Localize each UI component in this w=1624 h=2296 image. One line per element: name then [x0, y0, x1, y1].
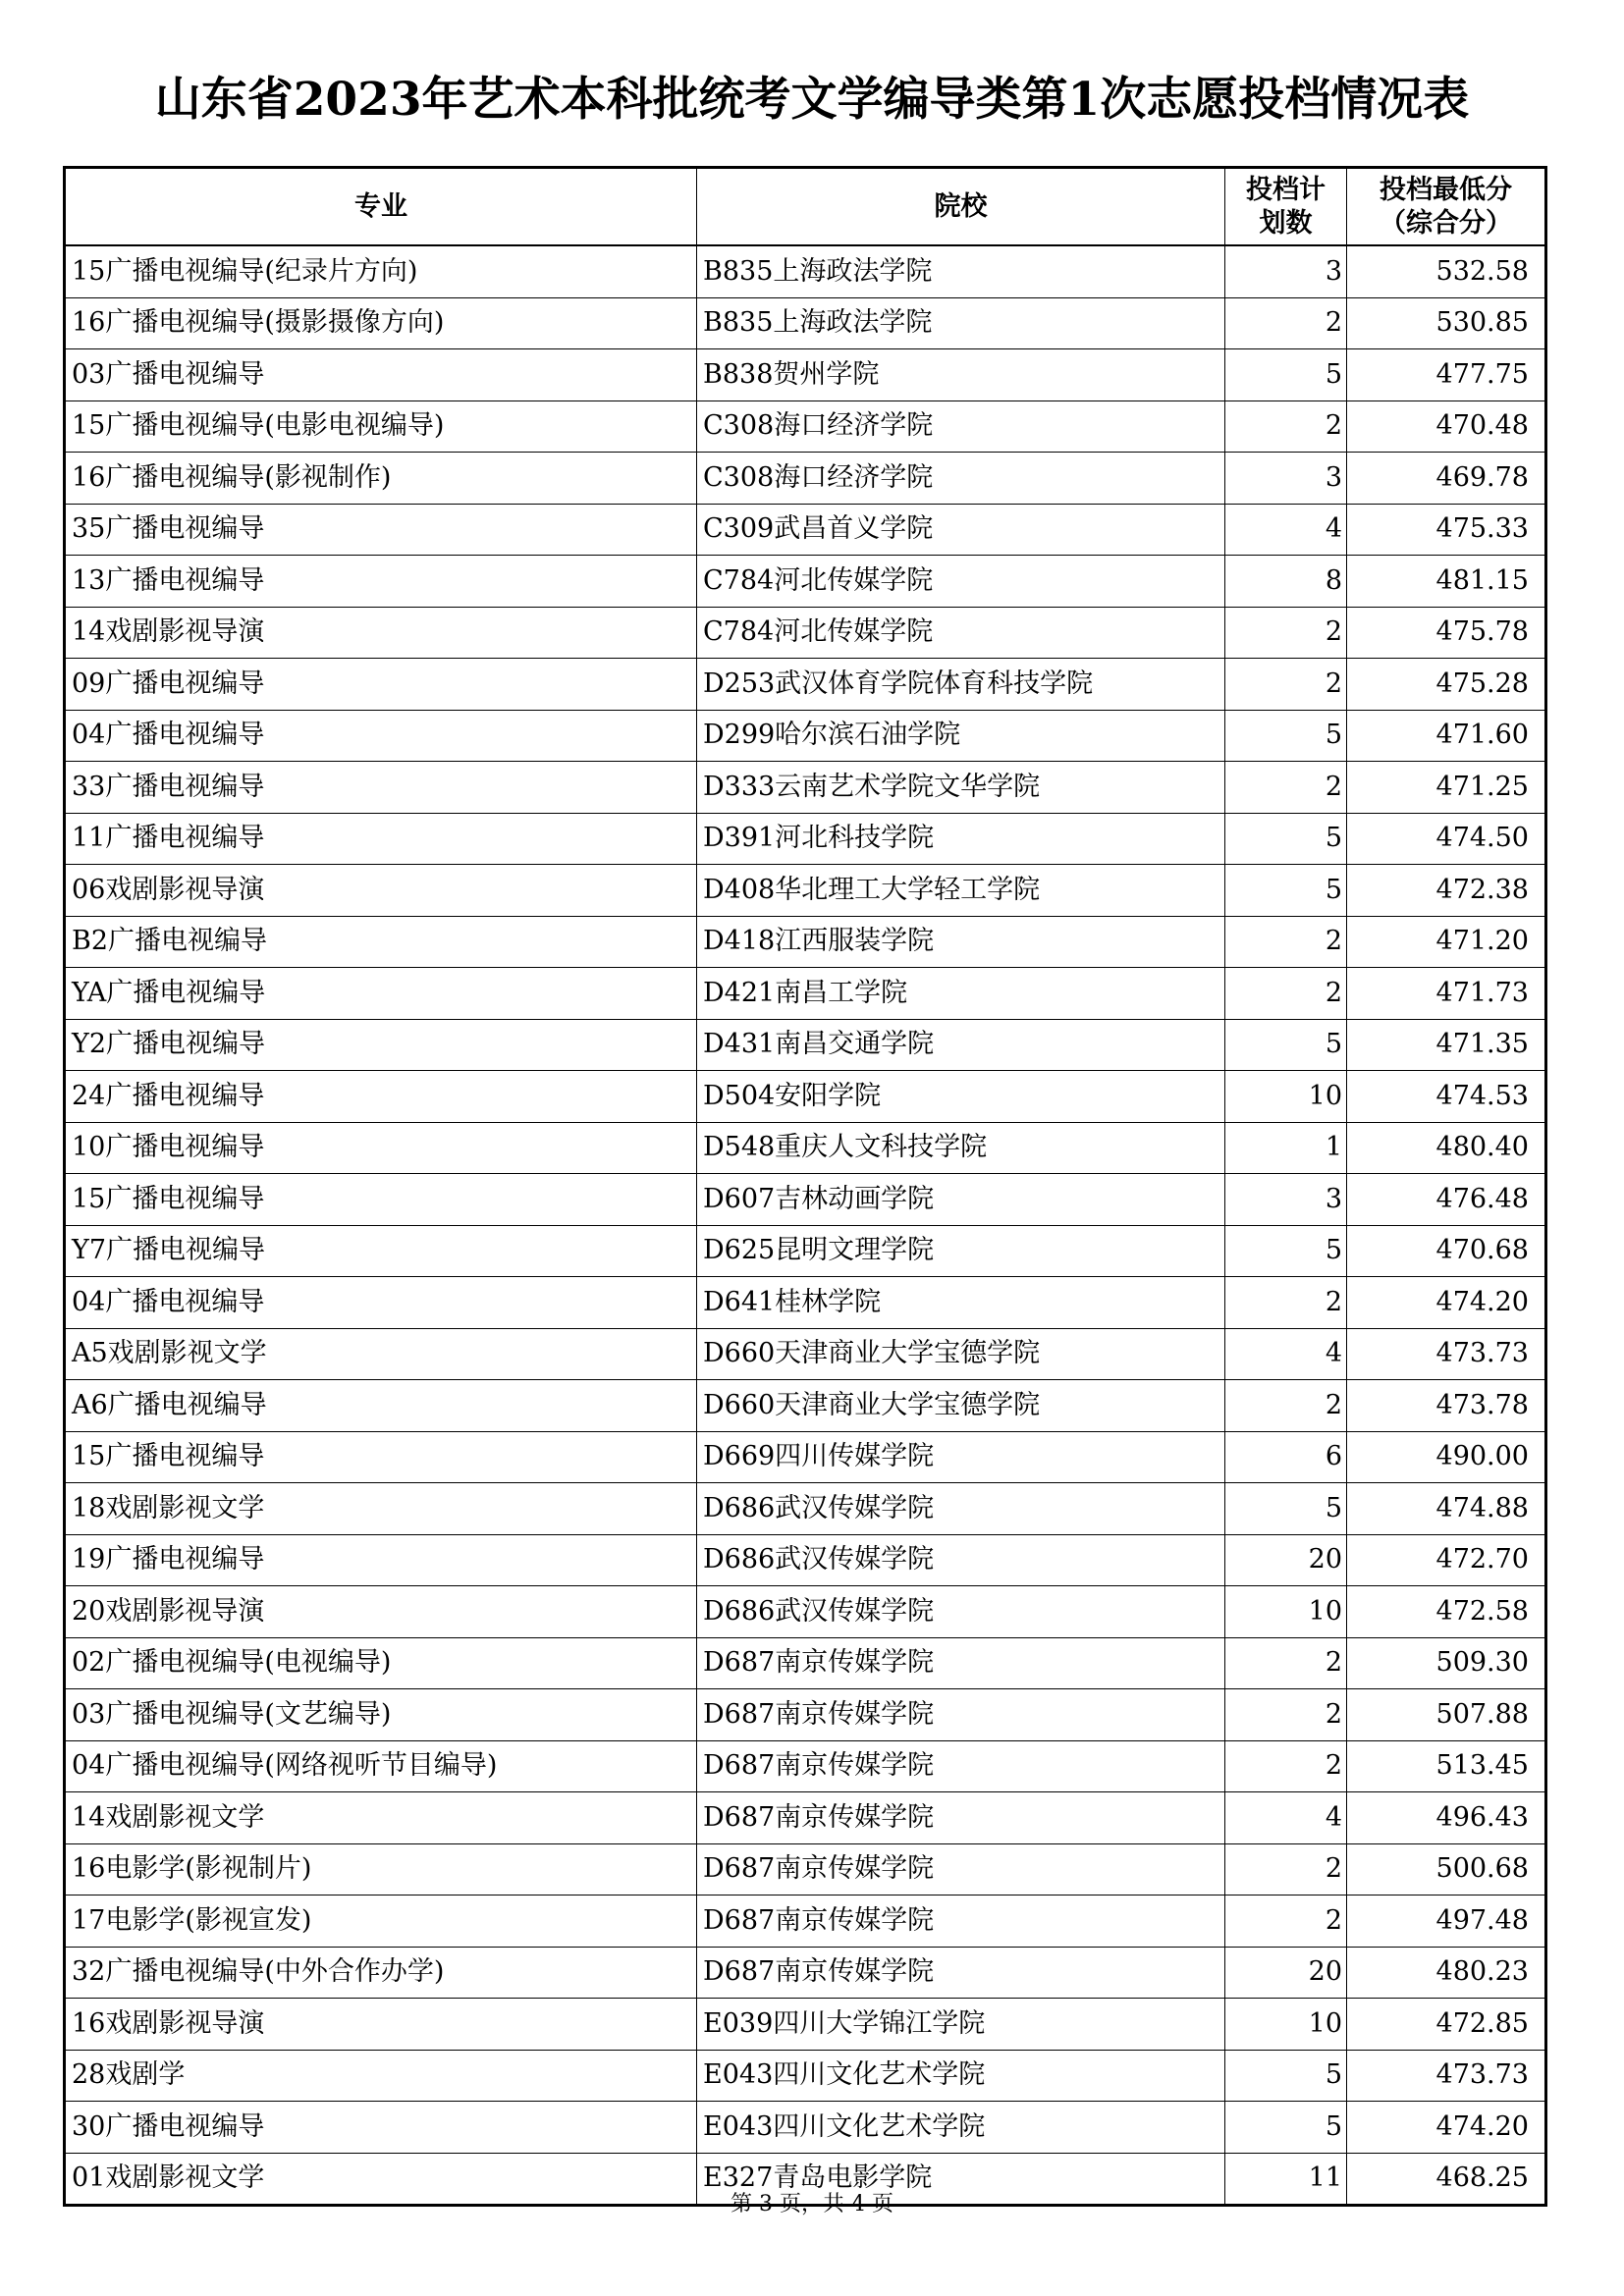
table-row	[65, 1637, 1546, 1689]
cell-school: B835上海政法学院	[697, 297, 1225, 349]
cell-plan-count: 5	[1225, 1225, 1347, 1277]
cell-min-score: 471.25	[1347, 762, 1546, 814]
cell-major: 03广播电视编导(文艺编导)	[65, 1689, 697, 1741]
cell-plan-count: 5	[1225, 710, 1347, 762]
cell-plan-count: 10	[1225, 1071, 1347, 1123]
cell-major: 11广播电视编导	[65, 813, 697, 865]
cell-school: B838贺州学院	[697, 349, 1225, 401]
table-row	[65, 1534, 1546, 1586]
cell-min-score: 474.88	[1347, 1483, 1546, 1535]
cell-major: 04广播电视编导(网络视听节目编导)	[65, 1740, 697, 1792]
cell-plan-count: 2	[1225, 916, 1347, 968]
cell-plan-count: 2	[1225, 1689, 1347, 1741]
cell-school: C309武昌首义学院	[697, 504, 1225, 556]
cell-plan-count: 5	[1225, 1019, 1347, 1071]
cell-major: 10广播电视编导	[65, 1122, 697, 1174]
table-row	[65, 916, 1546, 968]
table-row	[65, 2050, 1546, 2102]
cell-major: A6广播电视编导	[65, 1380, 697, 1432]
cell-min-score: 476.48	[1347, 1174, 1546, 1226]
table-row	[65, 1689, 1546, 1741]
cell-school: D687南京传媒学院	[697, 1689, 1225, 1741]
cell-plan-count: 2	[1225, 297, 1347, 349]
cell-plan-count: 2	[1225, 1277, 1347, 1329]
cell-school: D607吉林动画学院	[697, 1174, 1225, 1226]
cell-school: D421南昌工学院	[697, 968, 1225, 1020]
table-row	[65, 659, 1546, 711]
table-row	[65, 762, 1546, 814]
cell-school: E043四川文化艺术学院	[697, 2102, 1225, 2154]
table-row	[65, 1947, 1546, 1999]
cell-major: A5戏剧影视文学	[65, 1328, 697, 1380]
cell-min-score: 475.28	[1347, 659, 1546, 711]
table-row	[65, 968, 1546, 1020]
cell-min-score: 497.48	[1347, 1896, 1546, 1948]
cell-school: D686武汉传媒学院	[697, 1534, 1225, 1586]
cell-school: D253武汉体育学院体育科技学院	[697, 659, 1225, 711]
table-row	[65, 1483, 1546, 1535]
cell-major: 16广播电视编导(摄影摄像方向)	[65, 297, 697, 349]
cell-plan-count: 6	[1225, 1431, 1347, 1483]
cell-min-score: 474.20	[1347, 1277, 1546, 1329]
cell-major: 15广播电视编导	[65, 1431, 697, 1483]
cell-school: E043四川文化艺术学院	[697, 2050, 1225, 2102]
cell-min-score: 474.20	[1347, 2102, 1546, 2154]
cell-major: 03广播电视编导	[65, 349, 697, 401]
cell-school: D687南京传媒学院	[697, 1637, 1225, 1689]
cell-major: 13广播电视编导	[65, 556, 697, 608]
table-row	[65, 1586, 1546, 1638]
table-row	[65, 1843, 1546, 1896]
cell-school: C308海口经济学院	[697, 400, 1225, 453]
table-row	[65, 1328, 1546, 1380]
table-row	[65, 1380, 1546, 1432]
header-score-line2: （综合分）	[1380, 207, 1512, 239]
cell-min-score: 473.73	[1347, 1328, 1546, 1380]
cell-school: D504安阳学院	[697, 1071, 1225, 1123]
cell-major: 16广播电视编导(影视制作)	[65, 453, 697, 505]
table-row	[65, 710, 1546, 762]
cell-min-score: 475.78	[1347, 607, 1546, 659]
cell-school: E327青岛电影学院	[697, 2153, 1225, 2206]
cell-min-score: 513.45	[1347, 1740, 1546, 1792]
cell-min-score: 477.75	[1347, 349, 1546, 401]
cell-major: B2广播电视编导	[65, 916, 697, 968]
cell-plan-count: 5	[1225, 813, 1347, 865]
cell-major: 06戏剧影视导演	[65, 865, 697, 917]
cell-school: D625昆明文理学院	[697, 1225, 1225, 1277]
cell-major: 30广播电视编导	[65, 2102, 697, 2154]
cell-plan-count: 2	[1225, 400, 1347, 453]
cell-plan-count: 2	[1225, 1637, 1347, 1689]
cell-major: 15广播电视编导(电影电视编导)	[65, 400, 697, 453]
header-plan-line2: 划数	[1259, 207, 1313, 239]
cell-min-score: 507.88	[1347, 1689, 1546, 1741]
table-row	[65, 1740, 1546, 1792]
cell-min-score: 472.58	[1347, 1586, 1546, 1638]
cell-min-score: 496.43	[1347, 1792, 1546, 1844]
cell-major: 32广播电视编导(中外合作办学)	[65, 1947, 697, 1999]
cell-major: 19广播电视编导	[65, 1534, 697, 1586]
cell-school: D431南昌交通学院	[697, 1019, 1225, 1071]
cell-min-score: 471.20	[1347, 916, 1546, 968]
cell-school: D686武汉传媒学院	[697, 1586, 1225, 1638]
cell-min-score: 471.60	[1347, 710, 1546, 762]
cell-school: D299哈尔滨石油学院	[697, 710, 1225, 762]
cell-min-score: 480.40	[1347, 1122, 1546, 1174]
cell-school: D660天津商业大学宝德学院	[697, 1380, 1225, 1432]
cell-min-score: 470.68	[1347, 1225, 1546, 1277]
table-header-row	[65, 168, 1546, 246]
cell-major: 17电影学(影视宣发)	[65, 1896, 697, 1948]
admissions-table	[63, 166, 1547, 2207]
cell-plan-count: 5	[1225, 2050, 1347, 2102]
cell-school: D687南京传媒学院	[697, 1896, 1225, 1948]
cell-plan-count: 4	[1225, 1792, 1347, 1844]
table-row	[65, 245, 1546, 297]
cell-major: 33广播电视编导	[65, 762, 697, 814]
cell-plan-count: 10	[1225, 1999, 1347, 2051]
cell-school: C308海口经济学院	[697, 453, 1225, 505]
cell-min-score: 469.78	[1347, 453, 1546, 505]
cell-plan-count: 20	[1225, 1534, 1347, 1586]
cell-min-score: 470.48	[1347, 400, 1546, 453]
cell-plan-count: 4	[1225, 504, 1347, 556]
cell-plan-count: 8	[1225, 556, 1347, 608]
cell-major: 20戏剧影视导演	[65, 1586, 697, 1638]
table-row	[65, 813, 1546, 865]
table-row	[65, 1019, 1546, 1071]
cell-major: 16电影学(影视制片)	[65, 1843, 697, 1896]
cell-min-score: 475.33	[1347, 504, 1546, 556]
cell-min-score: 532.58	[1347, 245, 1546, 297]
header-school: 院校	[697, 168, 1225, 246]
table-row	[65, 1277, 1546, 1329]
cell-min-score: 474.53	[1347, 1071, 1546, 1123]
cell-plan-count: 10	[1225, 1586, 1347, 1638]
cell-plan-count: 5	[1225, 349, 1347, 401]
cell-min-score: 480.23	[1347, 1947, 1546, 1999]
cell-major: 04广播电视编导	[65, 1277, 697, 1329]
table-row	[65, 400, 1546, 453]
table-row	[65, 1431, 1546, 1483]
cell-major: 18戏剧影视文学	[65, 1483, 697, 1535]
cell-major: 28戏剧学	[65, 2050, 697, 2102]
cell-school: D391河北科技学院	[697, 813, 1225, 865]
cell-plan-count: 2	[1225, 762, 1347, 814]
cell-plan-count: 20	[1225, 1947, 1347, 1999]
cell-min-score: 471.35	[1347, 1019, 1546, 1071]
table-row	[65, 556, 1546, 608]
cell-plan-count: 2	[1225, 1896, 1347, 1948]
cell-plan-count: 3	[1225, 1174, 1347, 1226]
cell-major: YA广播电视编导	[65, 968, 697, 1020]
table-row	[65, 504, 1546, 556]
cell-school: D548重庆人文科技学院	[697, 1122, 1225, 1174]
table-row	[65, 865, 1546, 917]
table-row	[65, 297, 1546, 349]
cell-plan-count: 11	[1225, 2153, 1347, 2206]
cell-min-score: 481.15	[1347, 556, 1546, 608]
cell-major: 02广播电视编导(电视编导)	[65, 1637, 697, 1689]
cell-school: D687南京传媒学院	[697, 1947, 1225, 1999]
cell-plan-count: 5	[1225, 865, 1347, 917]
cell-school: D687南京传媒学院	[697, 1740, 1225, 1792]
cell-plan-count: 2	[1225, 607, 1347, 659]
cell-min-score: 530.85	[1347, 297, 1546, 349]
cell-major: 35广播电视编导	[65, 504, 697, 556]
cell-min-score: 500.68	[1347, 1843, 1546, 1896]
cell-school: D686武汉传媒学院	[697, 1483, 1225, 1535]
cell-school: D660天津商业大学宝德学院	[697, 1328, 1225, 1380]
cell-major: 14戏剧影视导演	[65, 607, 697, 659]
cell-school: D418江西服装学院	[697, 916, 1225, 968]
cell-major: 01戏剧影视文学	[65, 2153, 697, 2206]
table-row	[65, 607, 1546, 659]
document-title: 山东省2023年艺术本科批统考文学编导类第1次志愿投档情况表	[154, 73, 1470, 127]
table-row	[65, 1122, 1546, 1174]
cell-plan-count: 5	[1225, 2102, 1347, 2154]
header-min-score	[1347, 168, 1546, 246]
cell-min-score: 509.30	[1347, 1637, 1546, 1689]
cell-min-score: 474.50	[1347, 813, 1546, 865]
cell-school: D641桂林学院	[697, 1277, 1225, 1329]
cell-plan-count: 1	[1225, 1122, 1347, 1174]
cell-major: Y7广播电视编导	[65, 1225, 697, 1277]
table-row	[65, 453, 1546, 505]
cell-min-score: 490.00	[1347, 1431, 1546, 1483]
cell-school: B835上海政法学院	[697, 245, 1225, 297]
cell-plan-count: 2	[1225, 659, 1347, 711]
cell-major: 04广播电视编导	[65, 710, 697, 762]
cell-school: C784河北传媒学院	[697, 556, 1225, 608]
cell-plan-count: 5	[1225, 1483, 1347, 1535]
cell-major: 24广播电视编导	[65, 1071, 697, 1123]
table-row	[65, 1225, 1546, 1277]
table-row	[65, 2102, 1546, 2154]
cell-plan-count: 3	[1225, 245, 1347, 297]
page-number: 第 3 页，共 4 页	[731, 2192, 893, 2216]
cell-school: D687南京传媒学院	[697, 1792, 1225, 1844]
cell-plan-count: 2	[1225, 1740, 1347, 1792]
cell-min-score: 472.85	[1347, 1999, 1546, 2051]
cell-school: E039四川大学锦江学院	[697, 1999, 1225, 2051]
cell-school: D408华北理工大学轻工学院	[697, 865, 1225, 917]
table-body	[65, 245, 1546, 2206]
header-plan-count	[1225, 168, 1347, 246]
cell-major: 15广播电视编导	[65, 1174, 697, 1226]
header-major: 专业	[65, 168, 697, 246]
cell-school: D333云南艺术学院文华学院	[697, 762, 1225, 814]
cell-min-score: 472.38	[1347, 865, 1546, 917]
cell-major: 15广播电视编导(纪录片方向)	[65, 245, 697, 297]
table-row	[65, 349, 1546, 401]
cell-plan-count: 2	[1225, 1380, 1347, 1432]
cell-plan-count: 2	[1225, 968, 1347, 1020]
cell-school: C784河北传媒学院	[697, 607, 1225, 659]
cell-plan-count: 4	[1225, 1328, 1347, 1380]
cell-major: Y2广播电视编导	[65, 1019, 697, 1071]
header-plan-line1: 投档计	[1246, 174, 1326, 205]
cell-major: 16戏剧影视导演	[65, 1999, 697, 2051]
cell-plan-count: 3	[1225, 453, 1347, 505]
cell-min-score: 471.73	[1347, 968, 1546, 1020]
cell-min-score: 473.73	[1347, 2050, 1546, 2102]
table-row	[65, 1174, 1546, 1226]
cell-min-score: 472.70	[1347, 1534, 1546, 1586]
cell-school: D687南京传媒学院	[697, 1843, 1225, 1896]
header-score-line1: 投档最低分	[1380, 174, 1512, 205]
table-row	[65, 1896, 1546, 1948]
cell-min-score: 468.25	[1347, 2153, 1546, 2206]
cell-plan-count: 2	[1225, 1843, 1347, 1896]
cell-major: 09广播电视编导	[65, 659, 697, 711]
table-row	[65, 1999, 1546, 2051]
table-row	[65, 1792, 1546, 1844]
cell-min-score: 473.78	[1347, 1380, 1546, 1432]
cell-school: D669四川传媒学院	[697, 1431, 1225, 1483]
cell-major: 14戏剧影视文学	[65, 1792, 697, 1844]
table-row	[65, 1071, 1546, 1123]
